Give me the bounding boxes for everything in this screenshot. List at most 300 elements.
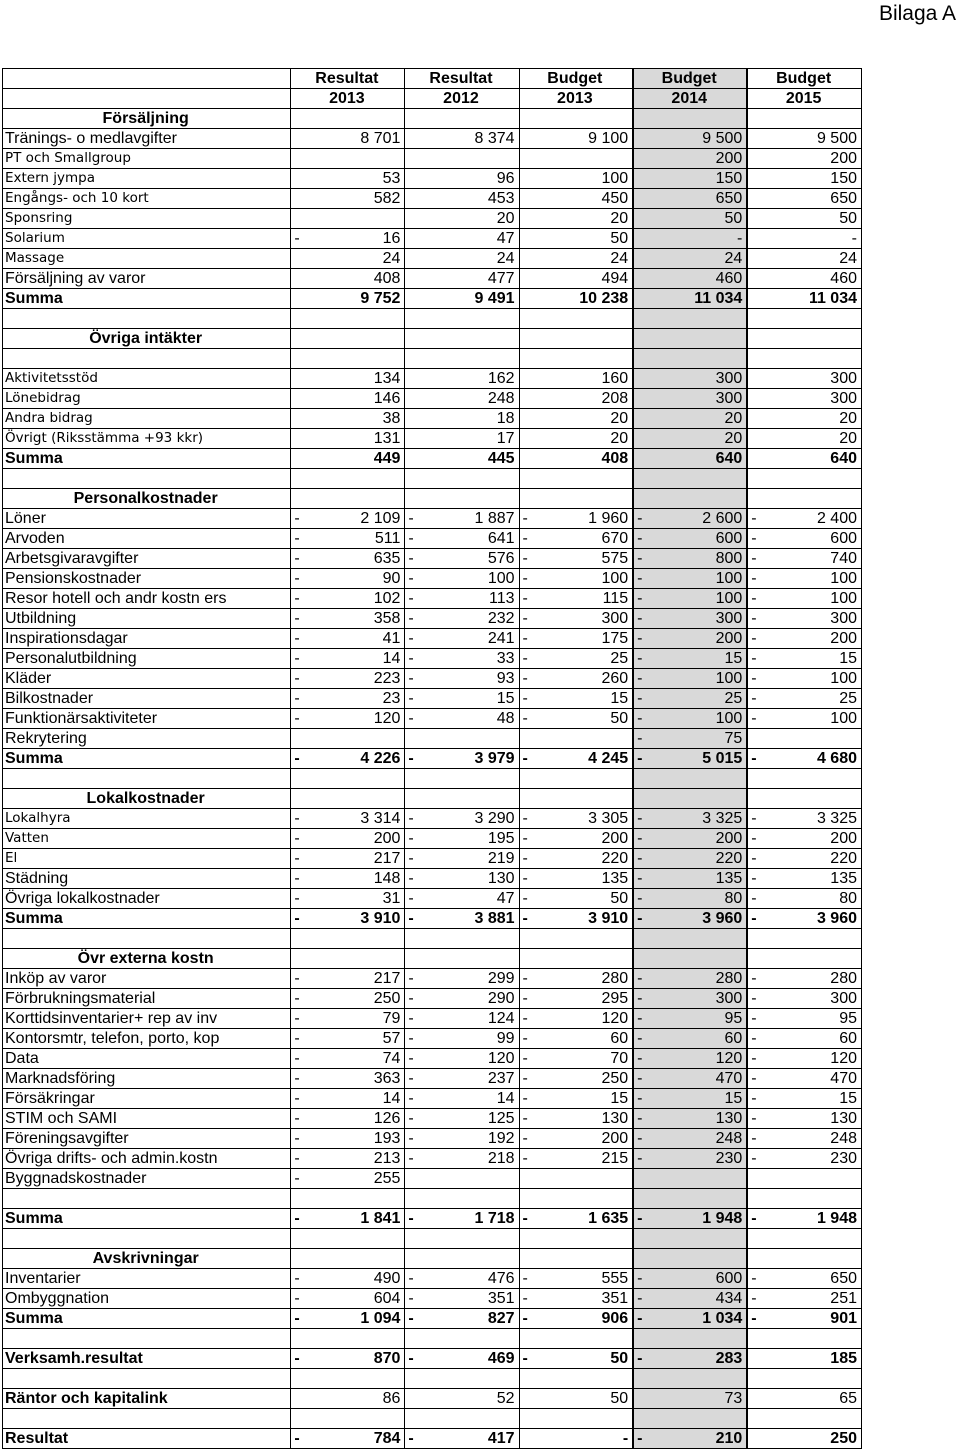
row-label: Summa: [3, 749, 291, 769]
value-cell: 600: [647, 1269, 747, 1289]
value-sign: -: [519, 1089, 533, 1109]
value-cell: 124: [419, 1009, 519, 1029]
value-sign: [633, 1369, 647, 1389]
spacer-row: [3, 1329, 862, 1349]
value-sign: [519, 349, 533, 369]
value-cell: 4 245: [533, 749, 633, 769]
value-sign: -: [519, 1209, 533, 1229]
value-sign: -: [633, 569, 647, 589]
row-label: Engångs- och 10 kort: [3, 189, 291, 209]
value-cell: 3 314: [305, 809, 405, 829]
value-cell: 57: [305, 1029, 405, 1049]
value-cell: 86: [305, 1389, 405, 1409]
value-cell: 670: [533, 529, 633, 549]
value-sign: [747, 789, 761, 809]
value-cell: 18: [419, 409, 519, 429]
value-sign: [291, 1329, 305, 1349]
value-cell: [419, 1369, 519, 1389]
value-sign: -: [633, 1209, 647, 1229]
value-cell: 460: [647, 269, 747, 289]
value-cell: 15: [761, 649, 861, 669]
value-cell: 3 960: [761, 909, 861, 929]
value-sign: -: [405, 869, 419, 889]
value-sign: [519, 789, 533, 809]
value-cell: [761, 1329, 861, 1349]
value-sign: [405, 929, 419, 949]
value-cell: 220: [647, 849, 747, 869]
value-sign: [633, 249, 647, 269]
value-cell: 135: [761, 869, 861, 889]
value-sign: [405, 249, 419, 269]
value-sign: -: [519, 809, 533, 829]
value-cell: 210: [647, 1429, 747, 1449]
value-cell: 3 979: [419, 749, 519, 769]
value-cell: [533, 1409, 633, 1429]
value-cell: [761, 329, 861, 349]
value-sign: [405, 1369, 419, 1389]
value-cell: 200: [533, 829, 633, 849]
value-cell: 16: [305, 229, 405, 249]
value-sign: [633, 949, 647, 969]
col-year-2013-resultat: 2013: [291, 89, 405, 109]
section-heading-row: [3, 109, 862, 129]
value-cell: [533, 789, 633, 809]
value-sign: -: [519, 649, 533, 669]
value-cell: 3 960: [647, 909, 747, 929]
value-sign: -: [633, 609, 647, 629]
value-cell: 1 718: [419, 1209, 519, 1229]
value-cell: 3 910: [533, 909, 633, 929]
value-cell: 50: [761, 209, 861, 229]
table-row: [3, 1009, 862, 1029]
row-label: [3, 929, 291, 949]
value-sign: [405, 289, 419, 309]
table-row: [3, 829, 862, 849]
value-sign: [633, 129, 647, 149]
value-sign: [519, 269, 533, 289]
value-cell: 248: [761, 1129, 861, 1149]
value-cell: 100: [419, 569, 519, 589]
value-sign: -: [519, 829, 533, 849]
value-cell: 453: [419, 189, 519, 209]
value-sign: [519, 929, 533, 949]
value-sign: [291, 329, 305, 349]
value-sign: -: [633, 529, 647, 549]
row-label: Övriga lokalkostnader: [3, 889, 291, 909]
value-sign: [633, 1189, 647, 1209]
value-cell: 248: [647, 1129, 747, 1149]
value-cell: 417: [419, 1429, 519, 1449]
value-sign: -: [519, 689, 533, 709]
value-sign: [291, 1409, 305, 1429]
value-cell: 300: [533, 609, 633, 629]
value-sign: [519, 1249, 533, 1269]
value-cell: [647, 1249, 747, 1269]
value-sign: [747, 169, 761, 189]
value-sign: [633, 469, 647, 489]
row-label: Summa: [3, 449, 291, 469]
value-sign: [291, 729, 305, 749]
header-row-2: [3, 89, 862, 109]
value-sign: [633, 1409, 647, 1429]
row-label: [3, 1229, 291, 1249]
value-cell: 20: [761, 409, 861, 429]
value-sign: [291, 769, 305, 789]
value-sign: [633, 489, 647, 509]
value-cell: [305, 349, 405, 369]
value-sign: -: [519, 529, 533, 549]
value-cell: 200: [761, 149, 861, 169]
row-label: Arbetsgivaravgifter: [3, 549, 291, 569]
value-sign: -: [747, 549, 761, 569]
value-cell: [647, 929, 747, 949]
value-sign: -: [291, 1149, 305, 1169]
value-sign: -: [405, 529, 419, 549]
value-cell: 99: [419, 1029, 519, 1049]
row-label: Rekrytering: [3, 729, 291, 749]
value-cell: 24: [305, 249, 405, 269]
table-row: [3, 889, 862, 909]
value-cell: [533, 309, 633, 329]
value-sign: -: [633, 1349, 647, 1369]
value-sign: -: [405, 749, 419, 769]
value-cell: 24: [419, 249, 519, 269]
value-cell: 300: [647, 389, 747, 409]
value-sign: -: [747, 669, 761, 689]
value-cell: [533, 489, 633, 509]
value-cell: [419, 489, 519, 509]
value-cell: 100: [647, 589, 747, 609]
table-row: [3, 549, 862, 569]
value-cell: 351: [533, 1289, 633, 1309]
value-sign: -: [291, 709, 305, 729]
value-sign: [405, 1189, 419, 1209]
value-sign: [291, 949, 305, 969]
value-sign: [519, 369, 533, 389]
summary-row: [3, 289, 862, 309]
value-cell: 555: [533, 1269, 633, 1289]
value-sign: [291, 149, 305, 169]
value-cell: [533, 729, 633, 749]
value-cell: 96: [419, 169, 519, 189]
value-sign: [291, 369, 305, 389]
value-cell: 80: [761, 889, 861, 909]
value-cell: 100: [647, 569, 747, 589]
value-sign: [633, 149, 647, 169]
value-sign: [519, 209, 533, 229]
value-sign: -: [633, 1129, 647, 1149]
value-cell: 60: [533, 1029, 633, 1049]
table-row: [3, 369, 862, 389]
value-sign: [519, 1329, 533, 1349]
table-row: [3, 709, 862, 729]
value-sign: -: [747, 529, 761, 549]
value-cell: 60: [647, 1029, 747, 1049]
value-cell: 100: [647, 709, 747, 729]
section-heading-row: [3, 789, 862, 809]
value-sign: [405, 229, 419, 249]
summary-row: [3, 1389, 862, 1409]
value-sign: [405, 729, 419, 749]
value-cell: 65: [761, 1389, 861, 1409]
value-cell: 100: [761, 709, 861, 729]
value-sign: -: [405, 1309, 419, 1329]
value-cell: [533, 1329, 633, 1349]
value-sign: [747, 449, 761, 469]
table-row: [3, 589, 862, 609]
value-cell: 9 100: [533, 129, 633, 149]
value-cell: 1 948: [761, 1209, 861, 1229]
value-cell: 220: [761, 849, 861, 869]
table-row: [3, 1169, 862, 1189]
row-label: Resultat: [3, 1429, 291, 1449]
value-sign: -: [633, 809, 647, 829]
value-cell: [647, 1229, 747, 1249]
value-cell: 870: [305, 1349, 405, 1369]
value-sign: -: [291, 689, 305, 709]
value-cell: 295: [533, 989, 633, 1009]
value-cell: 635: [305, 549, 405, 569]
value-cell: [419, 1329, 519, 1349]
summary-row: [3, 1349, 862, 1369]
row-label: Lönebidrag: [3, 389, 291, 409]
value-sign: -: [405, 909, 419, 929]
section-heading-row: [3, 489, 862, 509]
value-cell: 15: [533, 689, 633, 709]
row-label: Funktionärsaktiviteter: [3, 709, 291, 729]
value-sign: [633, 109, 647, 129]
value-cell: 241: [419, 629, 519, 649]
value-sign: -: [633, 669, 647, 689]
value-sign: -: [747, 809, 761, 829]
value-cell: 784: [305, 1429, 405, 1449]
value-sign: -: [405, 829, 419, 849]
row-label: [3, 469, 291, 489]
value-cell: 9 752: [305, 289, 405, 309]
value-cell: 650: [761, 1269, 861, 1289]
value-cell: 300: [647, 609, 747, 629]
value-sign: [519, 1229, 533, 1249]
value-sign: -: [405, 709, 419, 729]
value-sign: -: [747, 629, 761, 649]
value-cell: 4 680: [761, 749, 861, 769]
value-sign: [633, 1249, 647, 1269]
value-sign: [633, 769, 647, 789]
table-row: [3, 1109, 862, 1129]
value-cell: 160: [533, 369, 633, 389]
value-sign: [747, 369, 761, 389]
value-sign: -: [747, 909, 761, 929]
value-sign: -: [747, 509, 761, 529]
value-sign: [747, 1229, 761, 1249]
value-cell: 20: [647, 409, 747, 429]
value-cell: 73: [647, 1389, 747, 1409]
value-sign: -: [747, 1289, 761, 1309]
value-sign: [747, 209, 761, 229]
value-sign: [291, 129, 305, 149]
value-sign: -: [747, 869, 761, 889]
value-sign: -: [405, 649, 419, 669]
value-sign: -: [291, 849, 305, 869]
value-cell: 146: [305, 389, 405, 409]
value-sign: -: [291, 1129, 305, 1149]
value-cell: 1 887: [419, 509, 519, 529]
value-cell: 230: [647, 1149, 747, 1169]
value-sign: [405, 489, 419, 509]
value-sign: [747, 1369, 761, 1389]
value-sign: -: [405, 1289, 419, 1309]
row-label: Verksamh.resultat: [3, 1349, 291, 1369]
value-cell: [419, 1229, 519, 1249]
value-sign: [405, 129, 419, 149]
value-cell: 80: [647, 889, 747, 909]
value-cell: [305, 309, 405, 329]
value-sign: [291, 489, 305, 509]
value-cell: 3 325: [647, 809, 747, 829]
value-sign: [405, 949, 419, 969]
value-sign: -: [405, 1129, 419, 1149]
table-row: [3, 1149, 862, 1169]
value-sign: -: [291, 229, 305, 249]
value-cell: 47: [419, 229, 519, 249]
value-cell: 1 094: [305, 1309, 405, 1329]
value-sign: -: [291, 909, 305, 929]
value-sign: -: [291, 1089, 305, 1109]
summary-row: [3, 909, 862, 929]
value-cell: [533, 949, 633, 969]
value-cell: [419, 769, 519, 789]
value-sign: -: [291, 509, 305, 529]
row-label: Summa: [3, 289, 291, 309]
row-label: Massage: [3, 249, 291, 269]
value-sign: -: [747, 749, 761, 769]
col-year-2014-budget: 2014: [633, 89, 747, 109]
value-sign: -: [291, 1209, 305, 1229]
value-sign: -: [747, 1089, 761, 1109]
value-sign: [519, 469, 533, 489]
value-cell: 14: [305, 649, 405, 669]
value-sign: -: [291, 1349, 305, 1369]
value-cell: [305, 1249, 405, 1269]
value-sign: [747, 1409, 761, 1429]
value-sign: -: [291, 1009, 305, 1029]
value-sign: [747, 769, 761, 789]
value-sign: -: [747, 1009, 761, 1029]
value-sign: -: [747, 609, 761, 629]
value-sign: -: [519, 1129, 533, 1149]
value-cell: 38: [305, 409, 405, 429]
value-cell: 20: [533, 209, 633, 229]
row-label: Försäljning av varor: [3, 269, 291, 289]
value-sign: [405, 1169, 419, 1189]
value-cell: [305, 109, 405, 129]
value-sign: -: [633, 729, 647, 749]
value-sign: -: [405, 969, 419, 989]
value-cell: 300: [647, 989, 747, 1009]
value-cell: 125: [419, 1109, 519, 1129]
table-row: [3, 509, 862, 529]
value-cell: 120: [647, 1049, 747, 1069]
spacer-row: [3, 309, 862, 329]
value-cell: [419, 1249, 519, 1269]
value-cell: [761, 1409, 861, 1429]
value-cell: 102: [305, 589, 405, 609]
value-cell: [419, 1169, 519, 1189]
value-cell: 800: [647, 549, 747, 569]
value-sign: -: [633, 629, 647, 649]
value-sign: -: [633, 1149, 647, 1169]
col-year-2013-budget: 2013: [519, 89, 633, 109]
value-sign: [633, 269, 647, 289]
value-cell: [761, 309, 861, 329]
value-sign: -: [747, 1069, 761, 1089]
value-sign: -: [405, 1109, 419, 1129]
section-heading-row: [3, 329, 862, 349]
value-sign: -: [291, 1049, 305, 1069]
table-row: [3, 529, 862, 549]
value-sign: [405, 109, 419, 129]
spacer-row: [3, 469, 862, 489]
value-cell: 906: [533, 1309, 633, 1329]
value-cell: [305, 949, 405, 969]
table-row: [3, 869, 862, 889]
value-sign: -: [747, 1129, 761, 1149]
value-cell: 25: [761, 689, 861, 709]
value-sign: -: [633, 689, 647, 709]
row-label: Städning: [3, 869, 291, 889]
value-sign: -: [291, 629, 305, 649]
value-sign: -: [405, 1089, 419, 1109]
value-cell: 200: [647, 149, 747, 169]
value-cell: 20: [533, 429, 633, 449]
value-cell: 250: [533, 1069, 633, 1089]
value-sign: -: [291, 1309, 305, 1329]
value-cell: [305, 769, 405, 789]
header-row-1: [3, 69, 862, 89]
row-label: Övrigt (Riksstämma +93 kkr): [3, 429, 291, 449]
row-label: Inköp av varor: [3, 969, 291, 989]
value-cell: 434: [647, 1289, 747, 1309]
value-sign: -: [291, 609, 305, 629]
value-cell: 200: [305, 829, 405, 849]
value-sign: -: [291, 549, 305, 569]
value-sign: [405, 1329, 419, 1349]
value-sign: -: [291, 1029, 305, 1049]
value-cell: 100: [533, 169, 633, 189]
value-sign: -: [405, 889, 419, 909]
value-cell: 25: [533, 649, 633, 669]
value-cell: 470: [647, 1069, 747, 1089]
value-sign: [291, 1369, 305, 1389]
value-cell: 600: [761, 529, 861, 549]
value-cell: [533, 109, 633, 129]
value-sign: [405, 789, 419, 809]
value-cell: 15: [761, 1089, 861, 1109]
section-title: Personalkostnader: [3, 489, 291, 509]
row-label: Föreningsavgifter: [3, 1129, 291, 1149]
value-cell: 600: [647, 529, 747, 549]
value-cell: 175: [533, 629, 633, 649]
value-sign: [291, 1189, 305, 1209]
value-sign: [747, 249, 761, 269]
value-cell: 20: [647, 429, 747, 449]
value-cell: 250: [305, 989, 405, 1009]
row-label: Resor hotell och andr kostn ers: [3, 589, 291, 609]
value-sign: [519, 769, 533, 789]
row-label: Korttidsinventarier+ rep av inv: [3, 1009, 291, 1029]
row-label: Summa: [3, 1309, 291, 1329]
value-cell: 131: [305, 429, 405, 449]
